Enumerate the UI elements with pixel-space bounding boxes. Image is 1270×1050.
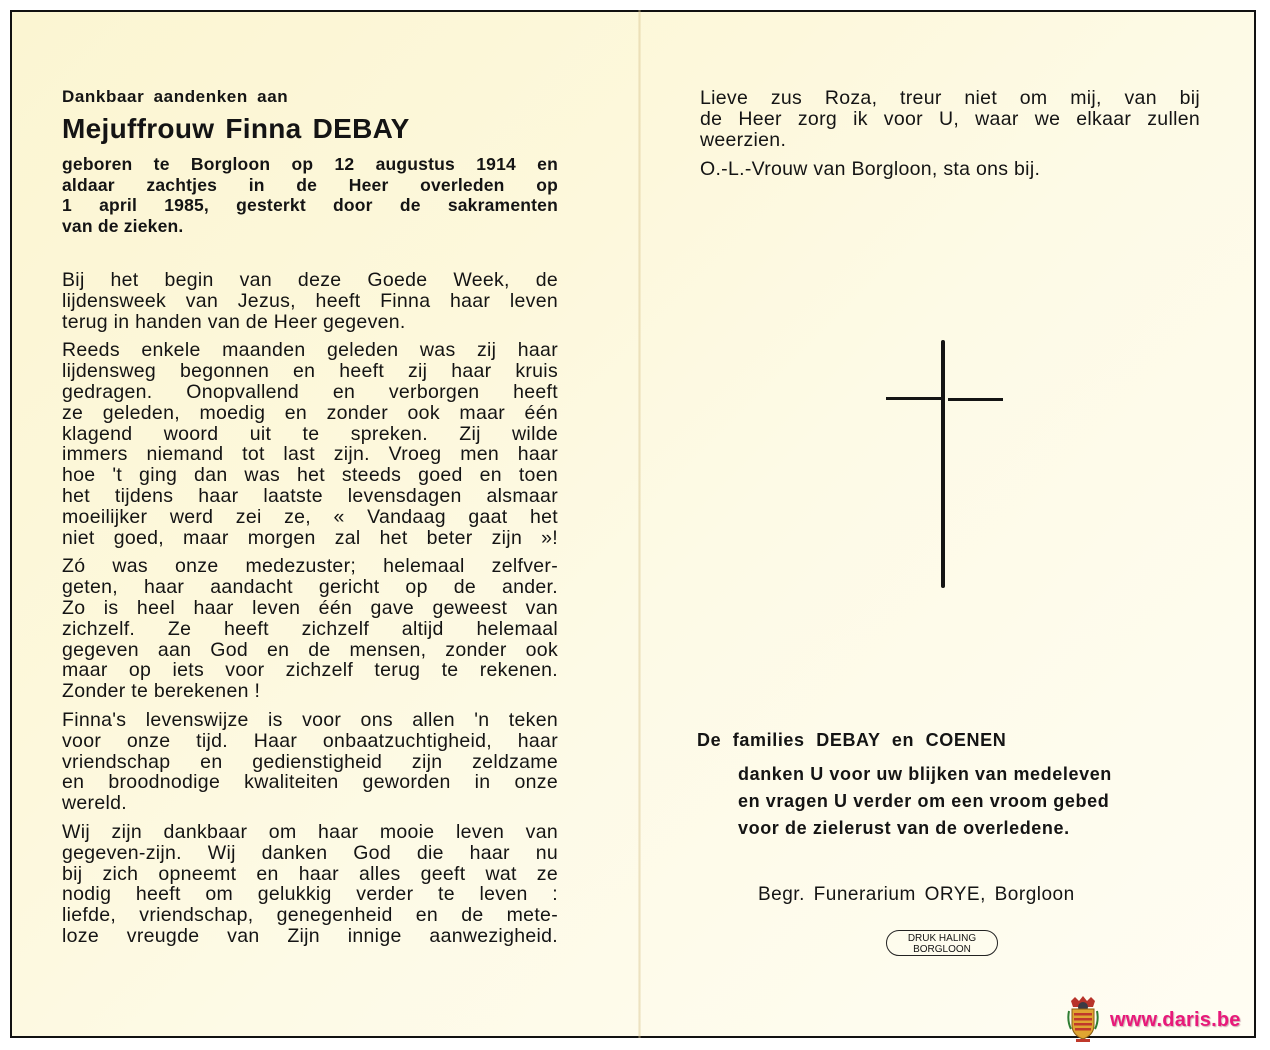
- text-line: wereld.: [62, 792, 127, 815]
- paragraph-medezuster: [62, 556, 558, 702]
- prayer-line: [700, 159, 1200, 180]
- text-line: lijdensweek van Jezus, heeft Finna haar leven: [62, 289, 558, 312]
- printer-name: DRUK HALING: [907, 933, 977, 944]
- text-line: loze vreugde van Zijn innige aanwezigheid.: [62, 924, 558, 947]
- text-line: gedragen. Onopvallend en verborgen heeft: [62, 380, 558, 403]
- text-line: immers niemand tot last zijn. Vroeg men haar: [62, 443, 558, 466]
- text-line: en vragen U verder om een vroom gebed: [738, 791, 1110, 811]
- deceased-name: Mejuffrouw Finna DEBAY: [62, 113, 410, 144]
- text-line: bij zich opneemt en haar alles geeft wat ze: [62, 862, 558, 885]
- text-line: Bij het begin van deze Goede Week, de: [62, 269, 558, 291]
- text-line: gegeven-zijn. Wij danken God die haar nu: [62, 841, 558, 864]
- paragraph-lijdensweg: [62, 340, 558, 548]
- birth-line: van de zieken.: [62, 215, 184, 236]
- text-line: voor de zielerust van de overledene.: [738, 818, 1070, 838]
- watermark-link[interactable]: www.daris.be: [1110, 1009, 1241, 1031]
- cross-vertical-beam: [941, 340, 945, 588]
- birth-line: aldaar zachtjes in de Heer overleden op: [62, 174, 558, 195]
- text-line: de Heer zorg ik voor U, waar we elkaar zullen: [700, 108, 1200, 130]
- families-title: De families DEBAY en COENEN: [697, 730, 1007, 750]
- text-line: liefde, vriendschap, genegenheid en de mete-: [62, 904, 558, 927]
- text-line: Wij zijn dankbaar om haar mooie leven van: [62, 820, 558, 843]
- cross-icon: [886, 340, 1006, 590]
- card-fold: [638, 10, 641, 1038]
- text-line: Zó was onze medezuster; helemaal zelfver-: [62, 555, 558, 578]
- text-line: Zo is heel haar leven één gave geweest van: [62, 596, 558, 619]
- text-line: Finna's levenswijze is voor ons allen 'n teken: [62, 708, 558, 731]
- text-line: terug in handen van de Heer gegeven.: [62, 310, 406, 333]
- text-line: niet goed, maar morgen zal het beter zijn »!: [62, 526, 558, 549]
- text-line: voor onze tijd. Haar onbaatzuchtigheid, haar: [62, 729, 558, 752]
- text-line: weerzien.: [700, 129, 787, 151]
- paragraph-dankbaar: [62, 822, 558, 947]
- paragraph-levenswijze: [62, 710, 558, 814]
- families-message: [738, 761, 1217, 842]
- birth-line: geboren te Borgloon op 12 augustus 1914 en: [62, 154, 558, 174]
- watermark[interactable]: [1066, 995, 1256, 1045]
- text-line: hoe 't ging dan was het steeds goed en toen: [62, 464, 558, 487]
- text-line: Zonder te berekenen !: [62, 680, 261, 703]
- paragraph-goede-week: [62, 270, 558, 332]
- text-line: Lieve zus Roza, treur niet om mij, van bij: [700, 87, 1200, 109]
- text-line: en broodnodige kwaliteiten geworden in onze: [62, 771, 558, 794]
- families-thanks: [697, 730, 1217, 842]
- text-line: geten, haar aandacht gericht op de ander.: [62, 576, 558, 599]
- intro-text: Dankbaar aandenken aan: [62, 87, 289, 106]
- text-line: klagend woord uit te spreken. Zij wilde: [62, 422, 558, 445]
- text-line: gegeven aan God en de mensen, zonder ook: [62, 638, 558, 661]
- printer-stamp: [886, 930, 998, 956]
- birth-line: 1 april 1985, gesterkt door de sakramenten: [62, 195, 558, 215]
- left-panel: [62, 86, 558, 955]
- text-line: moeilijker werd zei ze, « Vandaag gaat het: [62, 505, 558, 528]
- cross-left-arm: [886, 397, 941, 400]
- text-line: ze geleden, moedig en zonder ook maar één: [62, 401, 558, 424]
- text-line: maar op iets voor zichzelf terug te rekenen.: [62, 659, 558, 682]
- birth-death-details: [62, 154, 558, 236]
- text-line: vriendschap en gedienstigheid zijn zeldzame: [62, 750, 558, 773]
- text-line: lijdensweg begonnen en heeft zij haar kruis: [62, 360, 558, 383]
- cross-right-arm: [948, 398, 1003, 401]
- text-line: nodig heeft om gelukkig verder te leven :: [62, 883, 558, 906]
- printer-town: BORGLOON: [913, 944, 971, 955]
- text-line: Reeds enkele maanden geleden was zij haar: [62, 339, 558, 362]
- right-panel: [700, 88, 1200, 188]
- funeral-home: Begr. Funerarium ORYE, Borgloon: [758, 884, 1075, 905]
- text-line: zichzelf. Ze heeft zichzelf altijd helemaal: [62, 617, 558, 640]
- quote-roza: [700, 88, 1200, 151]
- text-line: danken U voor uw blijken van medeleven: [738, 764, 1112, 784]
- coat-of-arms-icon: [1066, 995, 1100, 1043]
- text-line: het tijdens haar laatste levensdagen alsmaar: [62, 484, 558, 507]
- text-line: O.-L.-Vrouw van Borgloon, sta ons bij.: [700, 158, 1041, 180]
